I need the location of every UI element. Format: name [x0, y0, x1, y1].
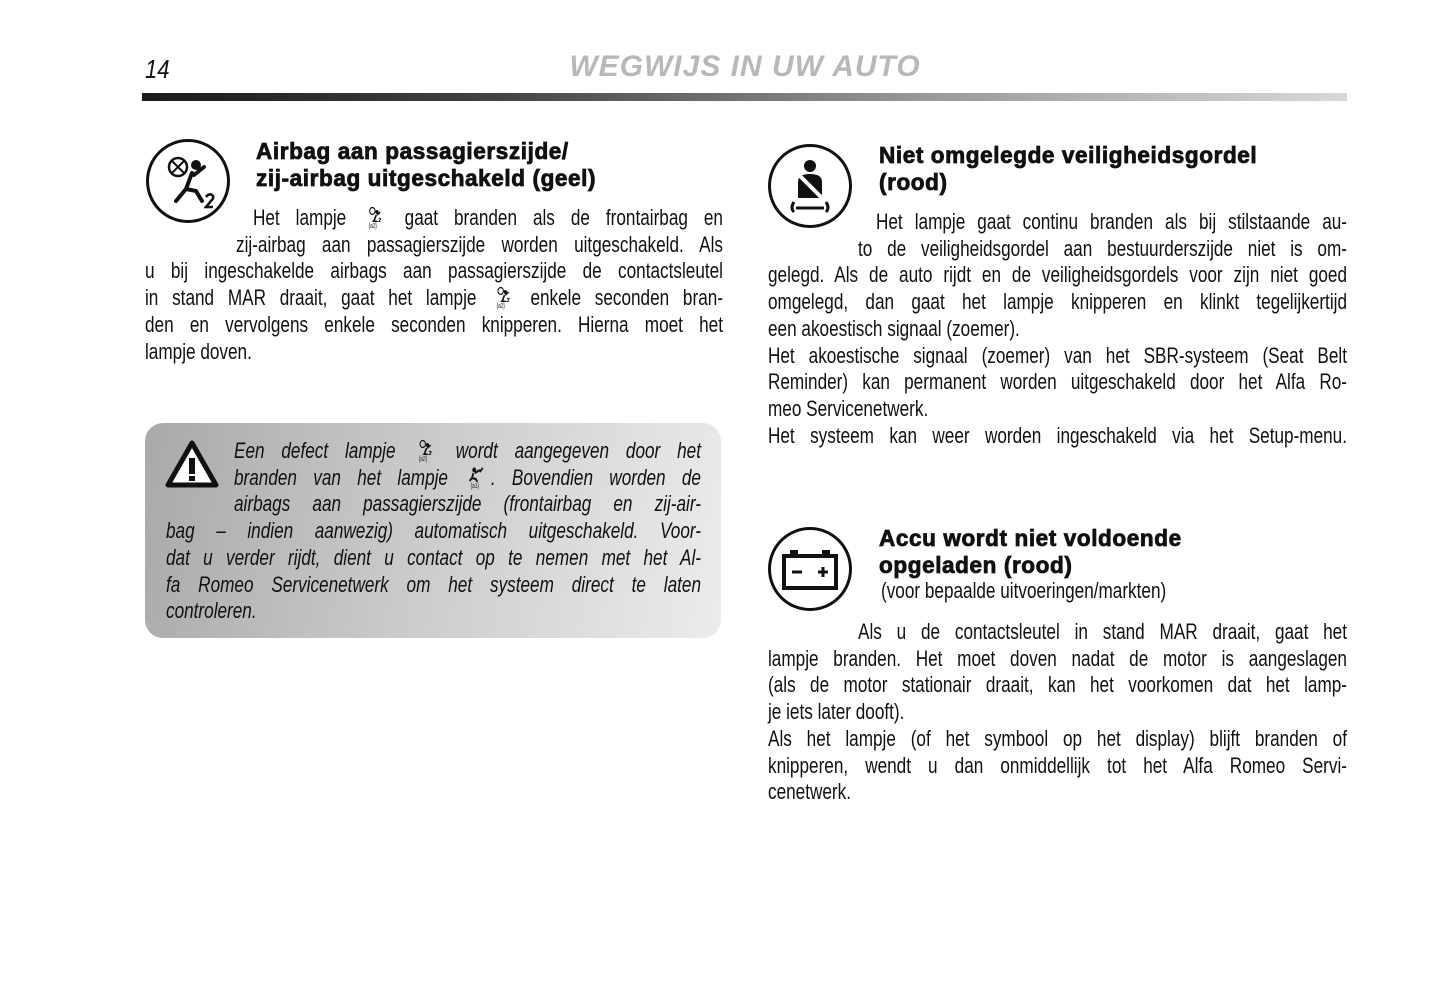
text-line: Als het lampje (of het symbool op het display) blijft branden of — [768, 725, 1347, 751]
text-line: lampje branden. Het moet doven nadat de motor is aangeslagen — [768, 645, 1347, 671]
text-line: fa Romeo Servicenetwerk om het systeem direct te laten — [166, 571, 701, 597]
text-line: Niet omgelegde veiligheidsgordel — [879, 142, 1258, 168]
text-line: branden van het lampje {a1} . Bovendien worden de — [234, 464, 701, 490]
airbag-icon — [469, 466, 486, 488]
text-line: (rood) — [879, 169, 948, 195]
text-line: bag – indien aanwezig) automatisch uitgeschakeld. Voor- — [166, 518, 701, 544]
text-line: een akoestisch signaal (zoemer). — [768, 315, 1020, 341]
icon-token-label: {a2} — [496, 303, 505, 311]
header-rule — [142, 93, 1347, 101]
seat-belt-icon — [768, 144, 852, 228]
airbag-passenger-off-icon — [367, 206, 384, 228]
airbag-passenger-off-icon — [495, 286, 512, 311]
text-line: gelegd. Als de auto rijdt en de veiligheidsgordels voor zijn niet goed — [768, 262, 1347, 288]
text-line: airbags aan passagierszijde (frontairbag en zij-air- — [234, 491, 701, 517]
text-line: Accu wordt niet voldoende — [879, 525, 1182, 551]
text-line: opgeladen (rood) — [879, 552, 1073, 578]
text-line: dat u verder rijdt, dient u contact op te nemen met het Al- — [166, 544, 701, 570]
text-line: Het lampje gaat continu branden als bij stilstaande au- — [876, 209, 1347, 234]
text-line: zij-airbag uitgeschakeld (geel) — [256, 165, 597, 191]
text-line: Airbag aan passagierszijde/ — [256, 138, 569, 164]
text-line: lampje doven. — [145, 338, 252, 364]
text-line: to de veiligheidsgordel aan bestuurderszijde niet is om- — [858, 235, 1347, 261]
airbag-passenger-off-icon — [146, 139, 230, 223]
text-line: je iets later dooft). — [768, 699, 905, 725]
text-line: cenetwerk. — [768, 779, 851, 805]
airbag-passenger-off-icon — [417, 439, 434, 461]
warning-triangle-icon — [165, 440, 219, 493]
text-line: zij-airbag aan passagierszijde worden uitgeschakeld. Als — [236, 231, 723, 257]
text-line: Een defect lampje {a2} wordt aangegeven door het — [234, 438, 701, 463]
text-line: (als de motor stationair draait, kan het voorkomen dat het lamp- — [768, 672, 1347, 698]
text-line: (voor bepaalde uitvoeringen/markten) — [881, 578, 1167, 603]
text-line: Het systeem kan weer worden ingeschakeld via het Setup-menu. — [768, 422, 1347, 448]
battery-icon — [768, 527, 852, 611]
text-line: controleren. — [166, 598, 257, 624]
text-line: den en vervolgens enkele seconden knipperen. Hierna moet het — [145, 311, 723, 337]
text-line: omgelegd, dan gaat het lampje knipperen en klinkt tegelijkertijd — [768, 289, 1347, 315]
icon-token-label: {a2} — [368, 223, 377, 230]
text-line: Het lampje {a2} gaat branden als de frontairbag en — [253, 205, 723, 230]
text-line: Als u de contactsleutel in stand MAR draait, gaat het — [858, 619, 1347, 644]
page-title: WEGWIJS IN UW AUTO — [569, 50, 921, 83]
text-line: in stand MAR draait, gaat het lampje {a2} enkele seconden bran- — [145, 285, 724, 311]
text-line: knipperen, wendt u dan onmiddellijk tot het Alfa Romeo Servi- — [768, 752, 1347, 778]
icon-token-label: {a1} — [470, 482, 479, 490]
icon-token-label: {a2} — [418, 456, 427, 463]
page-number: 14 — [145, 54, 170, 84]
text-line: Het akoestische signaal (zoemer) van het SBR-systeem (Seat Belt — [768, 342, 1347, 368]
text-line: meo Servicenetwerk. — [768, 395, 929, 421]
text-line: Reminder) kan permanent worden uitgeschakeld door het Alfa Ro- — [768, 369, 1347, 395]
text-line: u bij ingeschakelde airbags aan passagierszijde de contactsleutel — [145, 258, 723, 284]
